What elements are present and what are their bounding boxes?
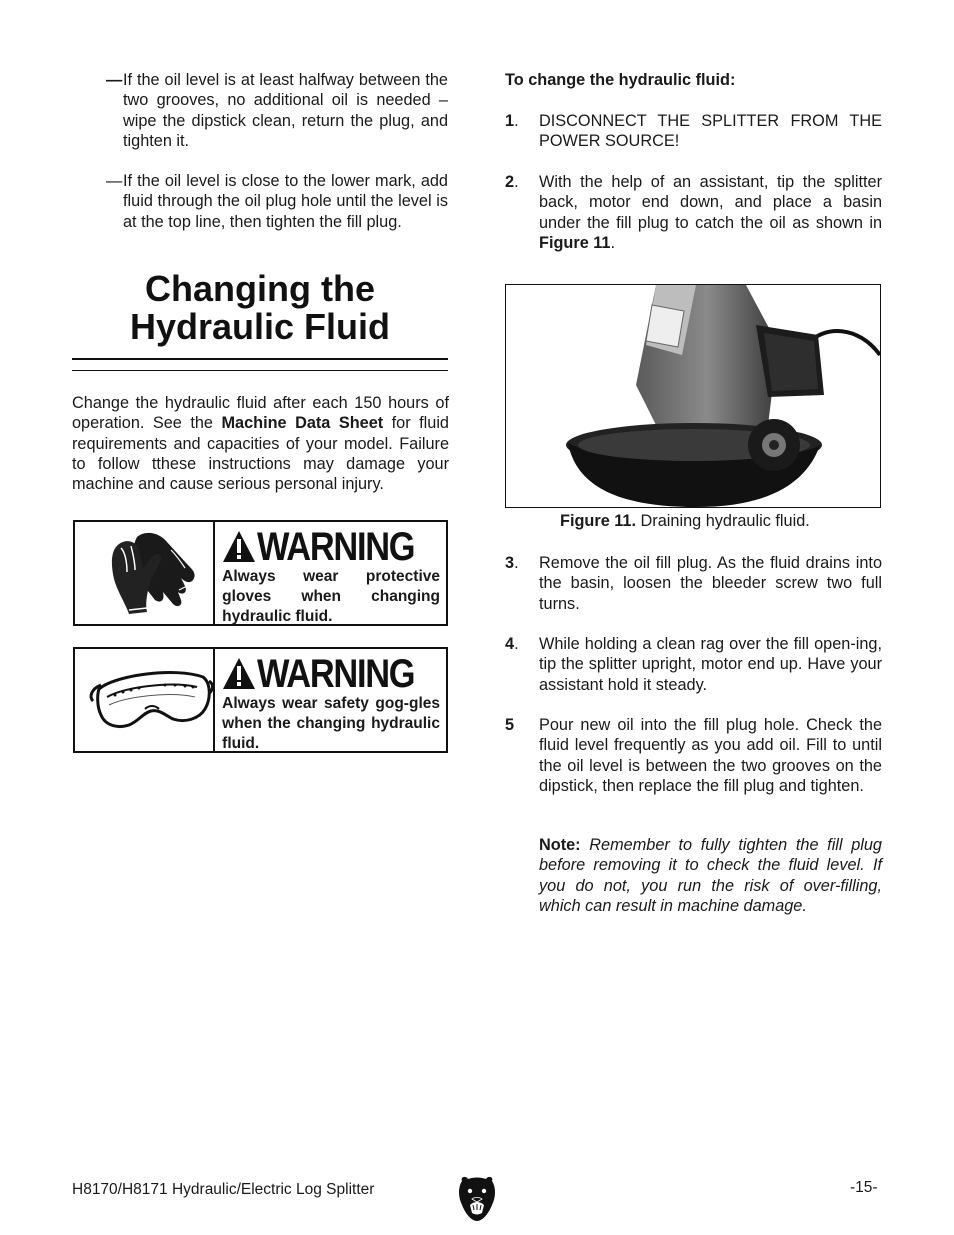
warning-body (215, 649, 446, 751)
warning-text: Always wear protective gloves when changing hydraulic fluid. (222, 568, 440, 625)
note-label: Note: (539, 836, 581, 854)
warning-body (215, 522, 446, 624)
intro-paragraph (72, 393, 449, 494)
intro-text-end: for fluid requirements and capacities of your model. Failure to follow tthese instructions may damage your machine and cause serious personal injury. (72, 414, 449, 494)
gloves-icon (75, 522, 215, 624)
step-3 (505, 553, 882, 614)
warning-heading (222, 652, 440, 696)
section-title-line-2: Hydraulic Fluid (129, 306, 391, 347)
warning-box-goggles (73, 647, 448, 753)
warning-word: WARNING (257, 652, 415, 696)
step-number: 1. (505, 112, 519, 130)
warning-word: WARNING (257, 525, 415, 569)
figure-11-ref: Figure 11 (539, 233, 611, 252)
bullet-dash: — (106, 71, 123, 89)
intro-text: Change the hydraulic fluid after each 150 hours of operation. See the (72, 394, 449, 433)
warning-triangle-icon (222, 530, 256, 564)
bear-head-logo-icon (458, 1175, 496, 1226)
step-number: 3. (505, 554, 519, 572)
safety-goggles-icon (75, 649, 215, 751)
procedure-heading: To change the hydraulic fluid: (505, 71, 736, 89)
section-rule-thick (72, 358, 448, 360)
step-number: 4. (505, 635, 519, 653)
figure-11-photo (505, 284, 881, 508)
bullet-text: If the oil level is at least halfway between the two grooves, no additional oil is needed –wipe the dipstick clean, return the plug, and tighten it. (123, 71, 448, 150)
bullet-dash: — (106, 172, 123, 190)
step-5 (505, 715, 882, 796)
figure-11-caption: Figure 11. Draining hydraulic fluid. (560, 512, 810, 530)
warning-box-gloves (73, 520, 448, 626)
machine-data-sheet-ref: Machine Data Sheet (221, 414, 384, 433)
step-2 (505, 172, 882, 253)
bullet-item-lower-mark (106, 171, 448, 232)
section-title-line-1: Changing the (145, 268, 375, 309)
section-rule-thin (72, 370, 448, 371)
step-4 (505, 634, 882, 695)
bullet-item-halfway (106, 70, 448, 151)
note-text: Remember to fully tighten the fill plug before removing it to check the fluid level. If you do not, you run the risk of over-filling, which can result in machine damage. (539, 836, 882, 915)
footer-model-title: H8170/H8171 Hydraulic/Electric Log Splitter (72, 1181, 375, 1198)
section-title (72, 270, 448, 346)
step-text: Pour new oil into the fill plug hole. Check the fluid level frequently as you add oil. Fill to until the oil level is between the two grooves on the dipstick, then replace the fill plug and tighten. (539, 716, 882, 795)
step-text: With the help of an assistant, tip the splitter back, motor end down, and place a basin under the fill plug to catch the oil as shown in Figure 11. (539, 173, 882, 252)
step-number: 5 (505, 716, 515, 734)
bullet-text: If the oil level is close to the lower mark, add fluid through the oil plug hole until the level is at the top line, then tighten the fill plug. (123, 172, 448, 231)
step-text: While holding a clean rag over the fill open-ing, tip the splitter upright, motor end up. Have your assistant hold it steady. (539, 635, 882, 694)
step-number: 2. (505, 173, 519, 191)
note-block (539, 835, 882, 916)
warning-heading (222, 525, 440, 569)
step-text: Remove the oil fill plug. As the fluid drains into the basin, loosen the bleeder screw two full turns. (539, 554, 882, 613)
step-1 (505, 111, 882, 152)
step-text: DISCONNECT THE SPLITTER FROM THE POWER SOURCE! (539, 112, 882, 151)
warning-triangle-icon (222, 657, 256, 691)
page-number: -15- (850, 1179, 878, 1196)
warning-text: Always wear safety gog-gles when the changing hydraulic fluid. (222, 695, 440, 752)
